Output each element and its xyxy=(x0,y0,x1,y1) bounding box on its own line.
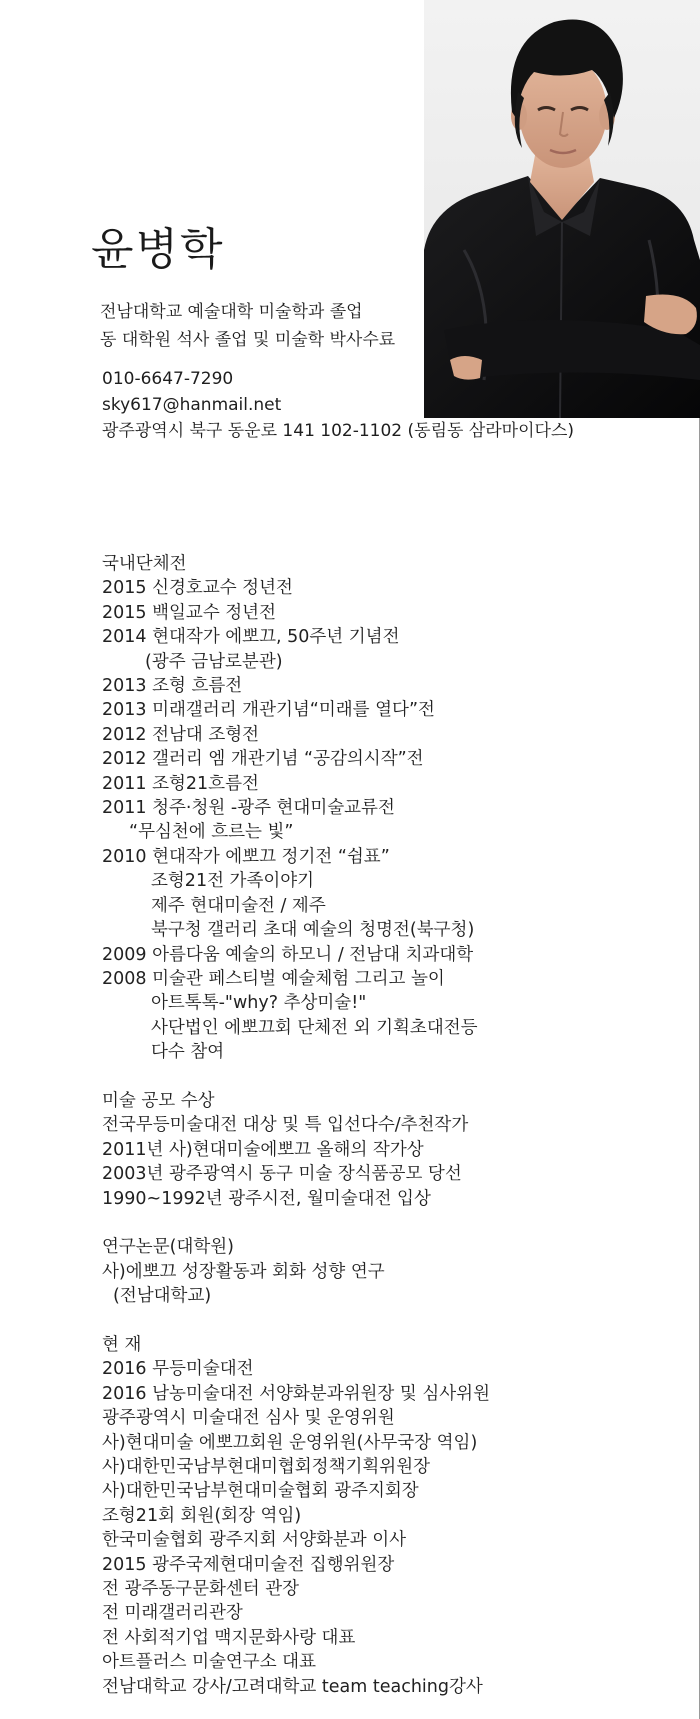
awards-section xyxy=(102,1089,682,1211)
research-item: (전남대학교) xyxy=(113,1286,212,1307)
exhibition-item: 아트톡톡-"why? 추상미술!" xyxy=(151,993,367,1014)
exhibition-item: 다수 참여 xyxy=(151,1042,225,1063)
exhibition-item: 2012 갤러리 엠 개관기념 “공감의시작”전 xyxy=(102,749,424,770)
exhibition-item: (광주 금남로분관) xyxy=(145,651,283,672)
group-exhibitions-section xyxy=(102,552,682,1065)
position-item: 광주광역시 미술대전 심사 및 운영위원 xyxy=(102,1408,395,1429)
position-item: 2015 광주국제현대미술전 집행위원장 xyxy=(102,1554,395,1575)
exhibition-item: 2015 신경호교수 정년전 xyxy=(102,578,293,599)
section-heading: 연구논문(대학원) xyxy=(102,1237,234,1258)
profile-photo xyxy=(424,0,700,418)
exhibition-item: 2013 조형 흐름전 xyxy=(102,676,243,697)
section-heading: 현 재 xyxy=(102,1334,142,1355)
exhibition-item: 조형21전 가족이야기 xyxy=(151,871,315,892)
position-item: 사)대한민국남부현대미술협회 광주지회장 xyxy=(102,1481,419,1502)
research-section xyxy=(102,1235,682,1308)
artist-name: 윤병학 xyxy=(91,224,225,275)
exhibition-item: 2013 미래갤러리 개관기념“미래를 열다”전 xyxy=(102,700,435,721)
position-item: 전 사회적기업 맥지문화사랑 대표 xyxy=(102,1627,356,1648)
current-positions-section xyxy=(102,1333,682,1699)
postal-address: 광주광역시 북구 동운로 141 102-1102 (동림동 삼라마이다스) xyxy=(102,421,574,441)
contact-block xyxy=(102,366,574,444)
award-item: 2011년 사)현대미술에뽀끄 올해의 작가상 xyxy=(102,1139,424,1160)
exhibition-item: 2012 전남대 조형전 xyxy=(102,724,260,745)
exhibition-item: 2008 미술관 페스티벌 예술체험 그리고 놀이 xyxy=(102,968,445,989)
position-item: 2016 무등미술대전 xyxy=(102,1359,254,1380)
exhibition-item: 사단법인 에뽀끄회 단체전 외 기획초대전등 xyxy=(151,1017,478,1038)
position-item: 전 광주동구문화센터 관장 xyxy=(102,1579,300,1600)
career-history xyxy=(102,552,682,1699)
position-item: 한국미술협회 광주지회 서양화분과 이사 xyxy=(102,1530,407,1551)
position-item: 사)대한민국남부현대미협회정책기획위원장 xyxy=(102,1456,431,1477)
phone-number: 010-6647-7290 xyxy=(102,369,234,389)
exhibition-item: 2015 백일교수 정년전 xyxy=(102,602,276,623)
education-block xyxy=(100,298,395,354)
position-item: 전 미래갤러리관장 xyxy=(102,1603,243,1624)
exhibition-item: “무심천에 흐르는 빛” xyxy=(129,822,294,843)
award-item: 2003년 광주광역시 동구 미술 장식품공모 당선 xyxy=(102,1164,462,1185)
email-address: sky617@hanmail.net xyxy=(102,395,282,415)
position-item: 전남대학교 강사/고려대학교 team teaching강사 xyxy=(102,1676,483,1697)
education-line: 전남대학교 예술대학 미술학과 졸업 xyxy=(100,302,363,322)
exhibition-item: 제주 현대미술전 / 제주 xyxy=(151,895,326,916)
position-item: 아트플러스 미술연구소 대표 xyxy=(102,1652,316,1673)
exhibition-item: 북구청 갤러리 초대 예술의 청명전(북구청) xyxy=(151,920,475,941)
research-item: 사)에뽀끄 성장활동과 회화 성향 연구 xyxy=(102,1261,385,1282)
section-heading: 국내단체전 xyxy=(102,554,187,574)
award-item: 1990~1992년 광주시전, 월미술대전 입상 xyxy=(102,1188,431,1209)
education-line: 동 대학원 석사 졸업 및 미술학 박사수료 xyxy=(100,330,396,350)
section-heading: 미술 공모 수상 xyxy=(102,1090,215,1111)
position-item: 조형21회 회원(회장 역임) xyxy=(102,1505,302,1526)
position-item: 사)현대미술 에뽀끄회원 운영위원(사무국장 역임) xyxy=(102,1432,478,1453)
exhibition-item: 2011 청주·청원 -광주 현대미술교류전 xyxy=(102,798,395,819)
exhibition-item: 2009 아름다움 예술의 하모니 / 전남대 치과대학 xyxy=(102,944,474,965)
exhibition-item: 2014 현대작가 에뽀끄, 50주년 기념전 xyxy=(102,627,400,648)
award-item: 전국무등미술대전 대상 및 특 입선다수/추천작가 xyxy=(102,1115,469,1136)
position-item: 2016 남농미술대전 서양화분과위원장 및 심사위원 xyxy=(102,1383,490,1404)
exhibition-item: 2011 조형21흐름전 xyxy=(102,773,259,794)
exhibition-item: 2010 현대작가 에뽀끄 정기전 “쉼표” xyxy=(102,846,390,867)
